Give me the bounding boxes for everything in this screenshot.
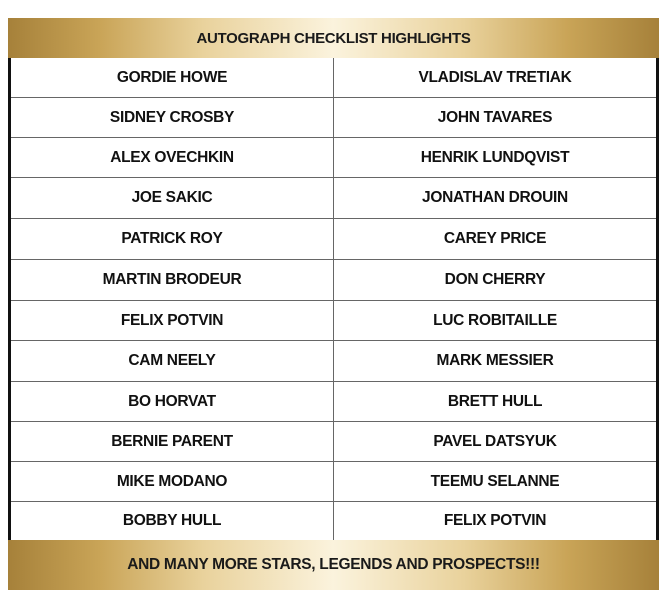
player-cell-left: JOE SAKIC <box>11 178 334 218</box>
player-cell-right: PAVEL DATSYUK <box>433 432 557 450</box>
checklist-footer <box>8 540 659 590</box>
table-row <box>11 382 656 422</box>
table-row <box>11 219 656 260</box>
player-cell-left: ALEX OVECHKIN <box>11 138 334 177</box>
player-cell-right: VLADISLAV TRETIAK <box>418 68 572 86</box>
player-cell-right: JOHN TAVARES <box>437 108 553 126</box>
player-cell-left: BERNIE PARENT <box>11 422 334 461</box>
player-cell-right: TEEMU SELANNE <box>430 472 560 490</box>
player-cell-left: PATRICK ROY <box>11 219 334 259</box>
checklist-header <box>8 18 659 58</box>
table-row <box>11 260 656 301</box>
table-row <box>11 98 656 138</box>
player-cell-left: MARTIN BRODEUR <box>11 260 334 300</box>
player-cell-right: JONATHAN DROUIN <box>422 189 568 206</box>
player-cell-left: SIDNEY CROSBY <box>11 98 334 137</box>
player-cell-right: MARK MESSIER <box>436 352 554 369</box>
checklist-table <box>8 58 659 540</box>
table-row <box>11 502 656 540</box>
player-cell-left: BO HORVAT <box>11 382 334 421</box>
player-cell-right: FELIX POTVIN <box>443 512 547 529</box>
player-cell-right: CAREY PRICE <box>443 230 547 247</box>
player-cell-left: CAM NEELY <box>11 341 334 381</box>
table-row <box>11 58 656 98</box>
footer-text: AND MANY MORE STARS, LEGENDS AND PROSPECTS!!! <box>127 556 540 573</box>
player-cell-left: MIKE MODANO <box>11 462 334 501</box>
player-cell-left: GORDIE HOWE <box>11 58 334 97</box>
player-cell-left: FELIX POTVIN <box>11 301 334 340</box>
checklist-title: AUTOGRAPH CHECKLIST HIGHLIGHTS <box>196 29 471 47</box>
table-row <box>11 301 656 341</box>
table-row <box>11 138 656 178</box>
player-cell-left: BOBBY HULL <box>11 502 334 540</box>
table-row <box>11 178 656 219</box>
table-row <box>11 422 656 462</box>
player-cell-right: HENRIK LUNDQVIST <box>420 148 570 166</box>
table-row <box>11 341 656 382</box>
player-cell-right: DON CHERRY <box>444 271 546 288</box>
table-row <box>11 462 656 502</box>
player-cell-right: BRETT HULL <box>447 392 543 410</box>
player-cell-right: LUC ROBITAILLE <box>433 311 557 329</box>
